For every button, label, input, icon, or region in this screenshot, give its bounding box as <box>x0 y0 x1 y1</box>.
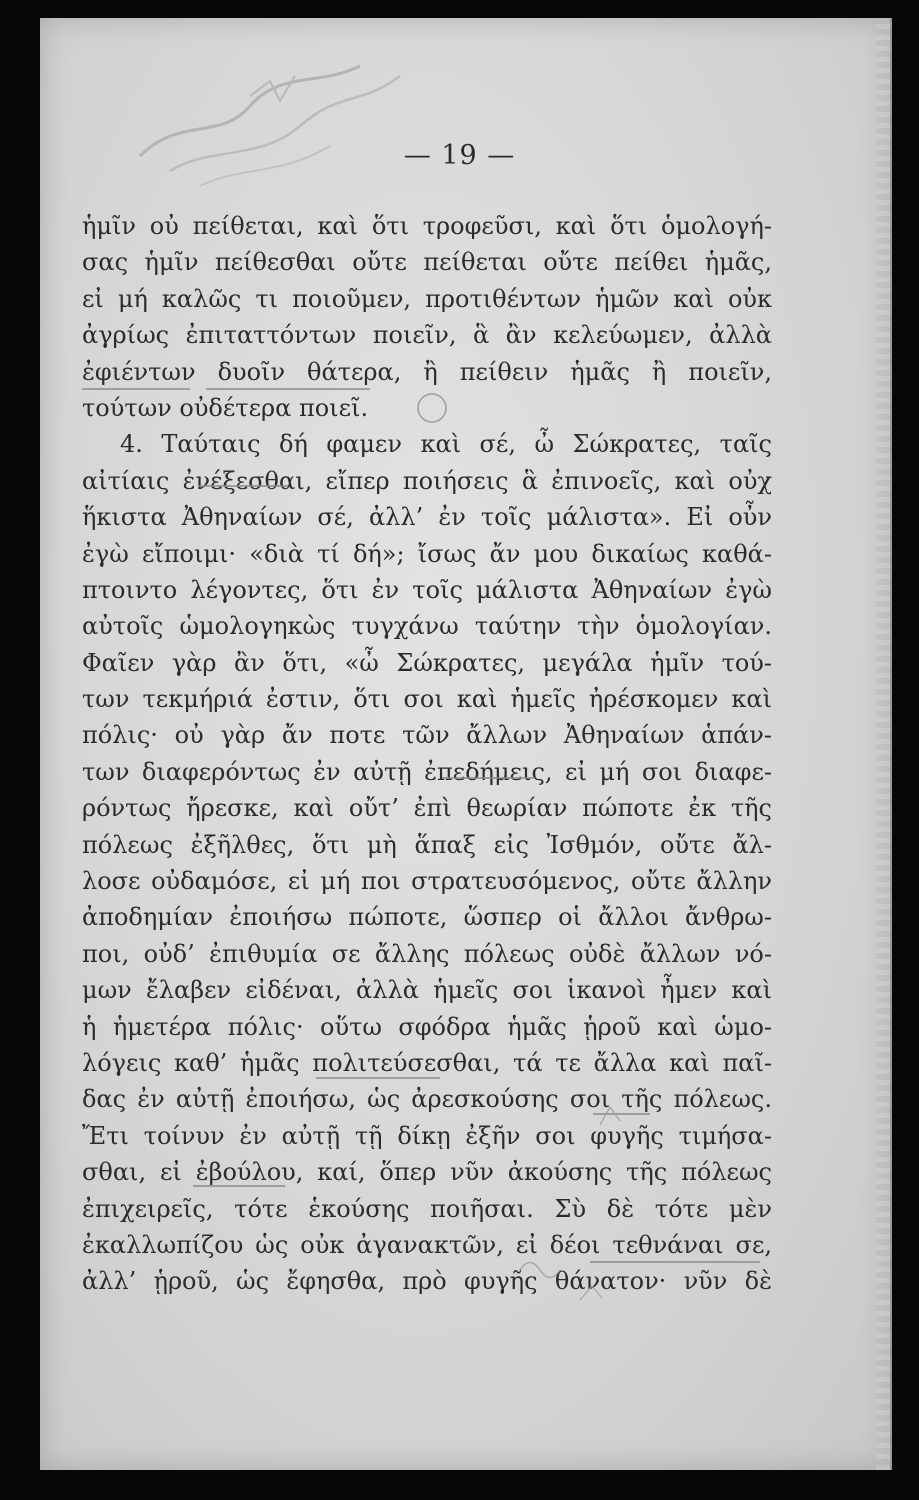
text-line: εἰ μή καλῶς τι ποιοῦμεν, προτιθέντων ἡμῶν καὶ οὐκ <box>82 284 772 313</box>
text-line: σθαι, εἰ ἐβούλου, καί, ὅπερ νῦν ἀκούσης τῆς πόλεως <box>82 1158 772 1187</box>
text-line: των τεκμήριά ἐστιν, ὅτι σοι καὶ ἡμεῖς ἠρέσκομεν καὶ <box>82 685 772 714</box>
text-line: λοσε οὐδαμόσε, εἰ μή ποι στρατευσόμενος, οὔτε ἄλλην <box>82 867 772 896</box>
text-line: σας ἡμῖν πείθεσθαι οὔτε πείθεται οὔτε πείθει ἡμᾶς, <box>82 248 772 277</box>
text-line: μων ἔλαβεν εἰδέναι, ἀλλὰ ἡμεῖς σοι ἱκανοὶ ἦμεν καὶ <box>82 976 772 1005</box>
text-line: λόγεις καθ’ ἡμᾶς πολιτεύσεσθαι, τά τε ἄλλα καὶ παῖ- <box>82 1048 772 1077</box>
text-line: δας ἐν αὐτῇ ἐποιήσω, ὡς ἀρεσκούσης σοι τῆς πόλεως. <box>82 1085 772 1114</box>
text-line: ἐγὼ εἴποιμι· «διὰ τί δή»; ἴσως ἄν μου δικαίως καθά- <box>82 539 772 568</box>
text-line: πόλεως ἐξῆλθες, ὅτι μὴ ἅπαξ εἰς Ἰσθμόν, οὔτε ἄλ- <box>82 830 772 859</box>
pencil-scribble-icon <box>100 46 420 196</box>
page-edge <box>876 18 890 1470</box>
text-line: ρόντως ἤρεσκε, καὶ οὔτ’ ἐπὶ θεωρίαν πώποτε ἐκ τῆς <box>82 794 772 823</box>
text-line: ἥκιστα Ἀθηναίων σέ, ἀλλ’ ἐν τοῖς μάλιστα». Εἰ οὖν <box>82 503 772 532</box>
text-line: ἀποδημίαν ἐποιήσω πώποτε, ὥσπερ οἱ ἄλλοι ἄνθρω- <box>82 903 772 932</box>
text-line: ποι, οὐδ’ ἐπιθυμία σε ἄλλης πόλεως οὐδὲ ἄλλων νό- <box>82 939 772 968</box>
text-line: ἡμῖν οὐ πείθεται, καὶ ὅτι τροφεῦσι, καὶ ὅτι ὁμολογή- <box>82 212 772 240</box>
text-line: πτοιντο λέγοντες, ὅτι ἐν τοῖς μάλιστα Ἀθηναίων ἐγὼ <box>82 575 772 604</box>
paragraph-start-line: 4. Ταύταις δή φαμεν καὶ σέ, ὦ Σώκρατες, ταῖς <box>120 430 772 459</box>
main-text <box>82 208 772 1300</box>
text-line: πόλις· οὐ γὰρ ἄν ποτε τῶν ἄλλων Ἀθηναίων ἁπάν- <box>82 721 772 750</box>
text-line: τούτων οὐδέτερα ποιεῖ. <box>82 393 369 422</box>
text-line: αὐτοῖς ὡμολογηκὼς τυγχάνω ταύτην τὴν ὁμολογίαν. <box>82 612 772 641</box>
page-number: — 19 — <box>403 140 516 171</box>
text-line: Φαῖεν γὰρ ἂν ὅτι, «ὦ Σώκρατες, μεγάλα ἡμῖν τού- <box>82 648 772 677</box>
text-line: Ἔτι τοίνυν ἐν αὐτῇ τῇ δίκῃ ἐξῆν σοι φυγῆς τιμήσα- <box>82 1121 772 1150</box>
text-line: ἡ ἡμετέρα πόλις· οὕτω σφόδρα ἡμᾶς ᾑροῦ καὶ ὡμο- <box>82 1012 772 1041</box>
text-line: των διαφερόντως ἐν αὐτῇ ἐπεδήμεις, εἰ μή σοι διαφε- <box>82 757 772 786</box>
text-line: ἀλλ’ ᾑροῦ, ὡς ἔφησθα, πρὸ φυγῆς θάνατον· νῦν δὲ <box>82 1267 772 1296</box>
text-line: αἰτίαις ἐνέξεσθαι, εἴπερ ποιήσεις ἃ ἐπινοεῖς, καὶ οὐχ <box>82 466 772 495</box>
text-line: ἐπιχειρεῖς, τότε ἑκούσης ποιῆσαι. Σὺ δὲ τότε μὲν <box>82 1194 772 1223</box>
text-line: ἐφιέντων δυοῖν θάτερα, ἢ πείθειν ἡμᾶς ἢ ποιεῖν, <box>82 357 772 386</box>
text-line: ἀγρίως ἐπιταττόντων ποιεῖν, ἃ ἂν κελεύωμεν, ἀλλὰ <box>82 321 772 350</box>
text-line: ἐκαλλωπίζου ὡς οὐκ ἀγανακτῶν, εἰ δέοι τεθνάναι σε, <box>82 1230 772 1259</box>
